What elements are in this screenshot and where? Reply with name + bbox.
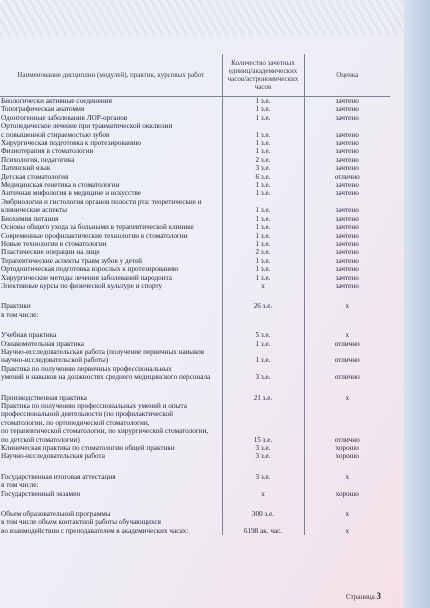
credit-units: 1 з.е. xyxy=(222,257,304,265)
credit-units: 1 з.е. xyxy=(222,189,304,197)
grade-value: x xyxy=(345,472,350,481)
discipline-name: Учебная практика xyxy=(1,331,57,340)
table-row xyxy=(0,122,390,130)
discipline-name: Терапевтические аспекты травм зубов у детей xyxy=(1,256,142,265)
grade-value xyxy=(304,427,390,435)
grade-value: зачтено xyxy=(335,130,359,139)
grade-value: отлично xyxy=(334,373,360,382)
credit-units: 2 з.е. xyxy=(222,156,304,164)
table-row xyxy=(0,248,390,256)
discipline-name: Ознакомительная практика xyxy=(1,339,84,348)
header-units: Количество зачетных единиц/академических часов/астрономических часов xyxy=(222,54,304,97)
grade-value: зачтено xyxy=(335,105,359,114)
discipline-name: Объем образовательной программы xyxy=(1,510,111,519)
discipline-name: Научно-исследовательская работа xyxy=(1,452,105,461)
discipline-name xyxy=(0,290,222,302)
credit-units: 3 з.е. xyxy=(222,373,304,381)
credit-units: 1 з.е. xyxy=(222,206,304,214)
credit-units xyxy=(222,319,304,331)
table-row xyxy=(0,444,390,452)
grade-value xyxy=(304,365,390,373)
table-row xyxy=(0,527,390,535)
discipline-name: Государственная итоговая аттестация xyxy=(1,472,116,481)
credit-units: x xyxy=(222,282,304,290)
credit-units xyxy=(222,348,304,356)
discipline-name: Практика по получению первичных профессиональных xyxy=(1,364,172,373)
credit-units: 3 з.е. xyxy=(222,164,304,172)
discipline-name: Ортопедическое лечение при травматической окклюзии xyxy=(1,122,173,131)
grade-value: зачтено xyxy=(335,231,359,240)
table-body xyxy=(0,97,390,536)
credit-units xyxy=(222,427,304,435)
discipline-name: Физиотерапия в стоматологии xyxy=(1,147,94,156)
grade-value: хорошо xyxy=(335,444,359,453)
discipline-name: Топографическая анатомия xyxy=(1,105,85,114)
discipline-name: Государственный экзамен xyxy=(1,489,81,498)
discipline-name: клинические аспекты xyxy=(1,206,67,215)
credit-units: 21 з.е. xyxy=(222,394,304,402)
table-row xyxy=(0,105,390,113)
table-row xyxy=(0,473,390,481)
grade-value: x xyxy=(345,510,350,519)
table-row xyxy=(0,481,390,489)
credit-units: 3 з.е. xyxy=(222,452,304,460)
credit-units xyxy=(222,198,304,206)
credit-units: 26 з.е. xyxy=(222,302,304,310)
credit-units xyxy=(222,311,304,319)
credit-units: 1 з.е. xyxy=(222,147,304,155)
table-row xyxy=(0,340,390,348)
grade-value xyxy=(304,402,390,410)
discipline-name: Практика по получению профессиональных умений и опыта xyxy=(1,402,187,410)
table-row xyxy=(0,427,390,435)
discipline-name: в том числе: xyxy=(1,481,39,490)
page-footer xyxy=(346,591,381,601)
grade-value xyxy=(304,311,390,319)
grade-value: x xyxy=(345,302,350,311)
grade-value: зачтено xyxy=(335,273,359,282)
table-row xyxy=(0,274,390,282)
table-row xyxy=(0,319,390,331)
discipline-name: Хирургические методы лечения заболеваний пародонта xyxy=(1,273,172,282)
discipline-name: Хирургическая подготовка к протезированию xyxy=(1,139,142,148)
discipline-name xyxy=(0,461,222,473)
credit-units: 1 з.е. xyxy=(222,97,304,106)
table-row xyxy=(0,452,390,460)
credit-units: 5 з.е. xyxy=(222,331,304,339)
page-edge-strip xyxy=(404,0,430,608)
table-row xyxy=(0,436,390,444)
grade-value: отлично xyxy=(334,435,360,444)
table-row xyxy=(0,240,390,248)
credit-units: 1 з.е. xyxy=(222,265,304,273)
credit-units xyxy=(222,419,304,427)
grade-value: зачтено xyxy=(335,147,359,156)
security-pattern-band xyxy=(0,0,404,36)
discipline-name: стоматологии, по ортопедической стоматологии, xyxy=(1,418,150,427)
table-row xyxy=(0,131,390,139)
credit-units xyxy=(222,518,304,526)
grade-value xyxy=(304,481,390,489)
grade-value: зачтено xyxy=(335,223,359,232)
credit-units: 6198 ак. час. xyxy=(222,527,304,535)
discipline-name: Основы общего ухода за больными в терапевтической клинике xyxy=(1,223,194,232)
table-row xyxy=(0,114,390,122)
credit-units: 15 з.е. xyxy=(222,436,304,444)
table-row xyxy=(0,510,390,518)
credit-units xyxy=(222,290,304,302)
table-row xyxy=(0,156,390,164)
discipline-name: Биохимия питания xyxy=(1,214,59,223)
grade-value xyxy=(304,382,390,394)
discipline-name: Эмбриология и гистология органов полости рта: теоретические и xyxy=(1,197,202,206)
discipline-name: Пластические операции на лице xyxy=(1,248,100,257)
discipline-name: по детской стоматологии) xyxy=(1,435,80,444)
grade-value: зачтено xyxy=(335,206,359,215)
table-row xyxy=(0,461,390,473)
grade-value: отлично xyxy=(334,172,360,181)
table-row xyxy=(0,302,390,310)
credit-units: x xyxy=(222,490,304,498)
table-row xyxy=(0,189,390,197)
grade-value xyxy=(304,348,390,356)
table-row xyxy=(0,206,390,214)
discipline-name: в том числе объем контактной работы обучающихся xyxy=(1,518,161,527)
credit-units xyxy=(222,481,304,489)
table-header-row xyxy=(0,54,390,97)
grade-value: зачтено xyxy=(335,113,359,122)
grade-value xyxy=(304,122,390,130)
grade-value: x xyxy=(345,393,350,402)
credit-units: 1 з.е. xyxy=(222,215,304,223)
credit-units xyxy=(222,410,304,418)
credit-units xyxy=(222,122,304,130)
table-row xyxy=(0,419,390,427)
grade-value: зачтено xyxy=(335,256,359,265)
discipline-name xyxy=(0,319,222,331)
table-row xyxy=(0,265,390,273)
credit-units: 1 з.е. xyxy=(222,114,304,122)
table-row xyxy=(0,173,390,181)
table-row xyxy=(0,498,390,510)
discipline-name: Одонтогенные заболевания ЛОР-органов xyxy=(1,113,128,122)
table-row xyxy=(0,311,390,319)
credit-units: 1 з.е. xyxy=(222,105,304,113)
table-row xyxy=(0,365,390,373)
credit-units: 3 з.е. xyxy=(222,473,304,481)
discipline-name xyxy=(0,498,222,510)
grade-value: отлично xyxy=(334,356,360,365)
grade-value: зачтено xyxy=(335,155,359,164)
discipline-name: Элективные курсы по физической культуре и спорту xyxy=(1,281,163,290)
table-row xyxy=(0,139,390,147)
discipline-name: Новые технологии в стоматологии xyxy=(1,239,107,248)
grade-value: зачтено xyxy=(335,97,359,105)
discipline-name: в том числе: xyxy=(1,310,39,319)
discipline-name: Латинский язык xyxy=(1,164,51,173)
discipline-name: по терапевтической стоматологии, по хирургической стоматологии, xyxy=(1,427,209,436)
grade-value: зачтено xyxy=(335,181,359,190)
table-row xyxy=(0,394,390,402)
discipline-name: профессиональной деятельности (по профилактической xyxy=(1,410,173,419)
credit-units: 1 з.е. xyxy=(222,139,304,147)
discipline-name xyxy=(0,382,222,394)
table-row xyxy=(0,198,390,206)
table-row xyxy=(0,290,390,302)
grade-value: зачтено xyxy=(335,248,359,257)
discipline-name: Античная мифология в медицине и искусстве xyxy=(1,189,141,198)
credit-units: 6 з.е. xyxy=(222,173,304,181)
credit-units: 1 з.е. xyxy=(222,356,304,364)
table-row xyxy=(0,518,390,526)
grade-value: отлично xyxy=(334,339,360,348)
table-row xyxy=(0,490,390,498)
credit-units: 1 з.е. xyxy=(222,181,304,189)
table-row xyxy=(0,223,390,231)
grade-value: x xyxy=(345,526,350,535)
table-row xyxy=(0,373,390,381)
grade-value: зачтено xyxy=(335,281,359,290)
table-row xyxy=(0,164,390,172)
table-row xyxy=(0,382,390,394)
grade-value: хорошо xyxy=(335,489,359,498)
discipline-name: Производственная практика xyxy=(1,393,87,402)
grade-value: зачтено xyxy=(335,214,359,223)
discipline-name: умений и навыков на должностях среднего медицинского персонала xyxy=(1,373,211,382)
table-row xyxy=(0,402,390,410)
table-row xyxy=(0,97,390,106)
table-row xyxy=(0,215,390,223)
credit-units: 1 з.е. xyxy=(222,232,304,240)
table-row xyxy=(0,331,390,339)
grades-table xyxy=(0,54,390,535)
table-row xyxy=(0,282,390,290)
credit-units: 1 з.е. xyxy=(222,274,304,282)
credit-units: 2 з.е. xyxy=(222,248,304,256)
credit-units: 1 з.е. xyxy=(222,223,304,231)
grade-value xyxy=(304,290,390,302)
discipline-name: во взаимодействии с преподавателем в академических часах: xyxy=(1,526,189,535)
table-row xyxy=(0,257,390,265)
discipline-name: Практики xyxy=(1,302,31,311)
credit-units: 1 з.е. xyxy=(222,240,304,248)
table-row xyxy=(0,356,390,364)
grade-value xyxy=(304,419,390,427)
grade-value xyxy=(304,410,390,418)
credit-units: 1 з.е. xyxy=(222,340,304,348)
table-row xyxy=(0,181,390,189)
credit-units xyxy=(222,365,304,373)
grade-value: зачтено xyxy=(335,189,359,198)
credit-units xyxy=(222,402,304,410)
grade-value: зачтено xyxy=(335,164,359,173)
discipline-name: научно-исследовательской работы) xyxy=(1,356,109,365)
header-grade: Оценка xyxy=(304,54,390,97)
credit-units xyxy=(222,461,304,473)
grade-value xyxy=(304,461,390,473)
page-label: Страница xyxy=(346,593,375,601)
grade-value xyxy=(304,198,390,206)
credit-units: 3 з.е. xyxy=(222,444,304,452)
grade-value: зачтено xyxy=(335,239,359,248)
table-row xyxy=(0,147,390,155)
discipline-name: Детская стоматология xyxy=(1,172,69,181)
discipline-name: с повышенной стираемостью зубов xyxy=(1,130,110,139)
table-row xyxy=(0,410,390,418)
grade-value: зачтено xyxy=(335,139,359,148)
grade-value xyxy=(304,319,390,331)
discipline-name: Медицинская генетика в стоматологии xyxy=(1,181,120,190)
grade-value: хорошо xyxy=(335,452,359,461)
discipline-name: Биологически активные соединения xyxy=(1,97,112,105)
discipline-name: Научно-исследовательская работа (получение первичных навыков xyxy=(1,347,205,356)
discipline-name: Психология, педагогика xyxy=(1,155,75,164)
discipline-name: Клиническая практика по стоматологии общей практики xyxy=(1,444,175,453)
grade-value xyxy=(304,518,390,526)
table-row xyxy=(0,232,390,240)
header-discipline: Наименование дисциплин (модулей), практик, курсовых работ xyxy=(0,54,222,97)
grade-value xyxy=(304,498,390,510)
discipline-name: Ортодонтическая подготовка взрослых к протезированию xyxy=(1,265,179,274)
credit-units xyxy=(222,498,304,510)
grade-value: зачтено xyxy=(335,265,359,274)
discipline-name: Современные профилактические технологии в стоматологии xyxy=(1,231,188,240)
page-number: 3 xyxy=(376,591,381,601)
table-row xyxy=(0,348,390,356)
credit-units: 1 з.е. xyxy=(222,131,304,139)
grade-value: x xyxy=(345,331,350,340)
credit-units xyxy=(222,382,304,394)
credit-units: 300 з.е. xyxy=(222,510,304,518)
